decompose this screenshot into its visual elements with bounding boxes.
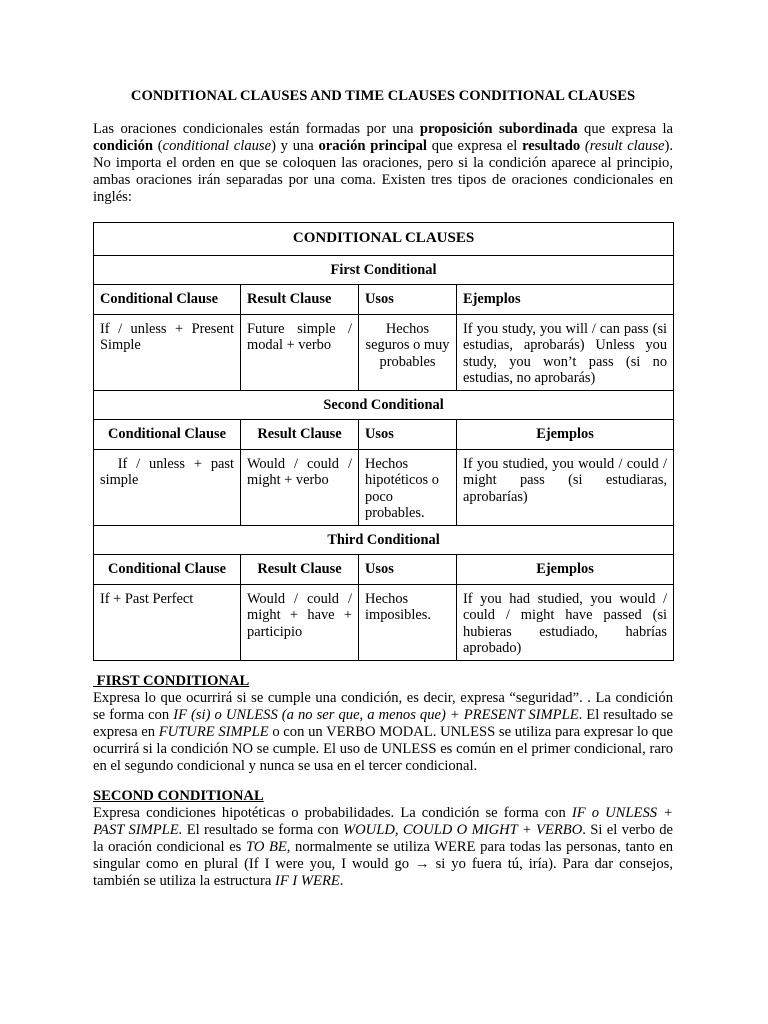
text-run: que expresa la	[577, 121, 674, 137]
table-cell: If you study, you will / can pass (si estudias, aprobarás) Unless you study, you won’t pass (si no estudias, no aprobarás)	[457, 314, 674, 390]
table-cell: Hechos seguros o muy probables	[359, 314, 457, 390]
table-cell: Hechos hipotéticos o poco probables.	[359, 449, 457, 525]
first-conditional-section	[93, 673, 673, 775]
second-conditional-section	[93, 788, 673, 890]
section-heading: Third Conditional	[94, 525, 674, 555]
column-header: Ejemplos	[457, 420, 674, 450]
column-header: Ejemplos	[457, 285, 674, 315]
text-run: o con un VERBO MODAL. UNLESS se utiliza para expresar lo que ocurrirá si la condición NO se cumple. El uso de UNLESS es común en el primer condicional, raro en el segundo condicional y nunca se usa en el tercer condicional.	[93, 723, 673, 774]
section-heading: First Conditional	[94, 255, 674, 285]
text-run: .	[339, 872, 344, 889]
column-header: Usos	[359, 285, 457, 315]
first-conditional-body	[93, 690, 673, 775]
table-title: CONDITIONAL CLAUSES	[94, 223, 674, 256]
table-cell: If you had studied, you would / could / might have passed (si hubieras estudiado, habrías aprobado)	[457, 584, 674, 660]
text-run: IF o UNLESS + PAST SIMPLE.	[93, 804, 673, 838]
table-cell: If / unless + Present Simple	[94, 314, 241, 390]
text-run: condición	[93, 138, 154, 154]
text-run: FUTURE SIMPLE	[158, 723, 269, 740]
text-run: ). No importa el orden en que se coloquen las oraciones, pero si la condición aparece al principio, ambas oraciones irán separadas por una coma. Existen tres tipos de oraciones condicionales en inglés:	[93, 138, 674, 205]
text-run: . Si el verbo de la oración condicional es	[93, 821, 674, 855]
second-conditional-heading: SECOND CONDITIONAL	[93, 787, 264, 804]
text-run: resultado	[522, 138, 581, 154]
column-header: Conditional Clause	[94, 420, 241, 450]
column-header: Conditional Clause	[94, 285, 241, 315]
table-cell: Future simple / modal + verbo	[241, 314, 359, 390]
column-header: Usos	[359, 420, 457, 450]
conditional-clauses-table	[93, 222, 674, 661]
column-header: Usos	[359, 555, 457, 585]
text-run: IF I WERE	[274, 872, 340, 889]
text-run: Expresa lo que ocurrirá si se cumple una condición, es decir, expresa “seguridad”. . La condición se forma con	[93, 689, 673, 723]
text-run: . El resultado se expresa en	[93, 706, 673, 740]
table-cell: If you studied, you would / could / might pass (si estudiaras, aprobarías)	[457, 449, 674, 525]
text-run: , normalmente se utiliza WERE para todas las personas, tanto en singular como en plural (If I were you, I would go → si yo fuera tú, iría). Para dar consejos, también se utiliza la estructura	[93, 838, 674, 889]
text-run: Las oraciones condicionales están formadas por una	[93, 121, 420, 137]
column-header: Result Clause	[241, 555, 359, 585]
text-run: Expresa condiciones hipotéticas o probabilidades. La condición se forma con	[93, 804, 572, 821]
text-run: que expresa el	[427, 138, 523, 154]
text-run: IF (si) o UNLESS (a no ser que, a menos que) + PRESENT SIMPLE	[173, 706, 579, 723]
text-run: (	[153, 138, 163, 154]
text-run: conditional clause	[162, 138, 272, 154]
text-run: WOULD, COULD O MIGHT + VERBO	[342, 821, 583, 838]
text-run: TO BE	[245, 838, 287, 855]
text-run: ) y una	[271, 138, 319, 154]
table-cell: Would / could / might + verbo	[241, 449, 359, 525]
second-conditional-body	[93, 805, 673, 890]
table-cell: If + Past Perfect	[94, 584, 241, 660]
text-run: proposición subordinada	[419, 121, 578, 137]
text-run: oración principal	[318, 138, 427, 154]
document-title: CONDITIONAL CLAUSES AND TIME CLAUSES CONDITIONAL CLAUSES	[130, 88, 636, 104]
column-header: Conditional Clause	[94, 555, 241, 585]
column-header: Result Clause	[241, 420, 359, 450]
table-cell: Hechos imposibles.	[359, 584, 457, 660]
text-run: (result clause	[584, 138, 665, 154]
intro-paragraph	[93, 121, 673, 206]
text-run: El resultado se forma con	[182, 821, 343, 838]
first-conditional-heading: FIRST CONDITIONAL	[93, 672, 250, 689]
document-page	[93, 88, 673, 890]
table-cell: If / unless + past simple	[94, 449, 241, 525]
table-cell: Would / could / might + have + participio	[241, 584, 359, 660]
column-header: Result Clause	[241, 285, 359, 315]
column-header: Ejemplos	[457, 555, 674, 585]
section-heading: Second Conditional	[94, 390, 674, 420]
